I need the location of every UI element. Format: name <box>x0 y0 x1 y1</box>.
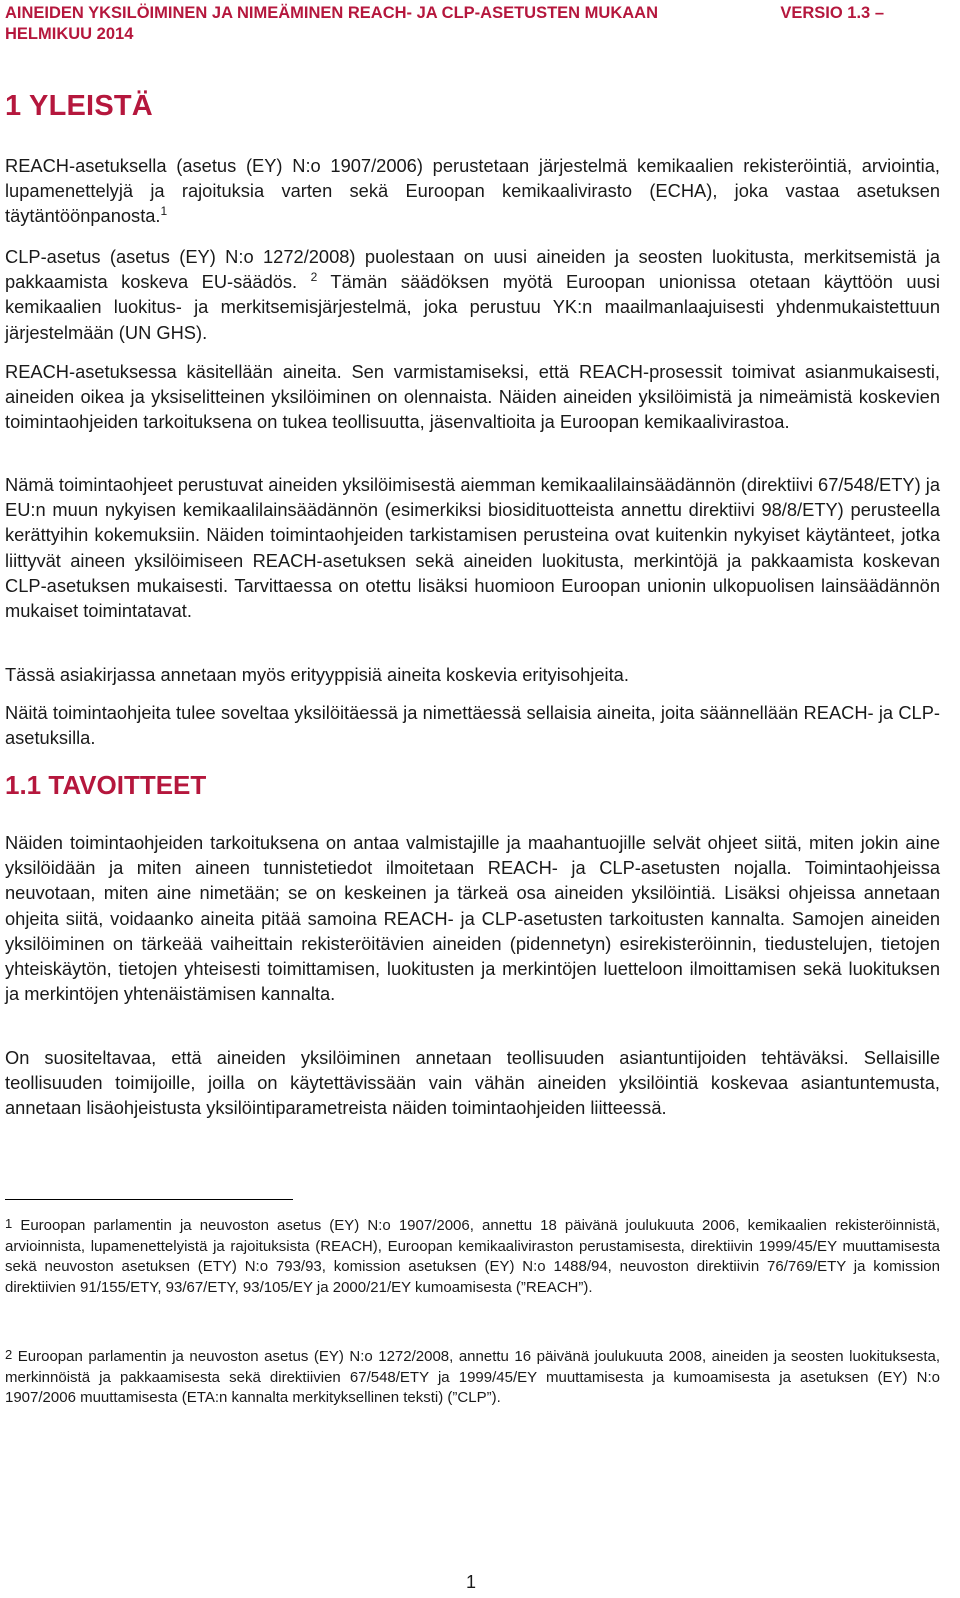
header-date: HELMIKUU 2014 <box>5 25 134 43</box>
footnote-number: 1 <box>5 1216 13 1231</box>
section-heading-yleista: 1 YLEISTÄ <box>5 90 153 122</box>
paragraph-objectives: Näiden toimintaohjeiden tarkoituksena on antaa valmistajille ja maahantuojille selvät ohjeet siitä, miten jokin aine yksilöidään ja miten aineen tunnistetiedot ilmoitetaan REACH- ja CLP-asetusten nojalla. Toimintaohjeissa neuvotaan, miten aine nimetään; se on keskeinen ja tärkeä osa aineiden yksilöintiä. Lisäksi ohjeissa annetaan ohjeita siitä, voidaanko aineita pitää samoina REACH- ja CLP-asetusten tarkoitusten kannalta. Samojen aineiden yksilöiminen on tärkeää vaiheittain rekisteröitävien aineiden (pidennetyn) esirekisteröinnin, tiedustelujen, tietojen yhteiskäytön, tietojen yhteisesti toimittamisen, luokitusten ja merkintöjen luetteloon ilmoittamisen sekä luokituksen ja merkintöjen yhtenäistämisen kannalta. <box>5 832 940 1005</box>
paragraph-basis: Nämä toimintaohjeet perustuvat aineiden yksilöimisestä aiemman kemikaalilainsäädännön (direktiivi 67/548/ETY) ja EU:n muun nykyisen kemikaalilainsäädännön (esimerkiksi biosidituotteista annettu direktiivi 98/8/ETY) perusteella kerättyihin kokemuksiin. Näiden toimintaohjeiden tarkistamisen perusteina ovat kuitenkin nykyiset käytänteet, jotka liittyvät aineen yksilöimiseen REACH-asetuksen sekä aineiden luokitusta, merkintöjä ja pakkaamista koskevan CLP-asetuksen mukaisesti. Tarvittaessa on otettu lisäksi huomioon Euroopan unionin ulkopuolisen lainsäädännön mukaiset toimintatavat. <box>5 474 940 622</box>
footnote-1 <box>5 1216 940 1298</box>
footnote-ref-1[interactable]: 1 <box>160 204 168 219</box>
paragraph-text: CLP-asetus (asetus (EY) N:o 1272/2008) puolestaan on uusi aineiden ja seosten luokitusta, merkitsemistä ja pakkaamista koskeva EU-säädös. <box>5 246 940 293</box>
footnote-ref-2[interactable]: 2 <box>310 270 318 285</box>
paragraph-clp-intro <box>5 244 940 345</box>
paragraph-application: Näitä toimintaohjeita tulee soveltaa yksilöitäessä ja nimettäessä sellaisia aineita, joita säännellään REACH- ja CLP-asetuksilla. <box>5 702 940 749</box>
paragraph-text: Tämän säädöksen myötä Euroopan unionissa otetaan käyttöön uusi kemikaalien luokitus- ja merkitsemisjärjestelmä, joka perustuu YK:n maailmanlaajuisesti yhdenmukaistettuun järjestelmään (UN GHS). <box>5 271 940 343</box>
section-heading-tavoitteet: 1.1 TAVOITTEET <box>5 770 207 800</box>
footnote-number: 2 <box>5 1347 13 1362</box>
page-number: 1 <box>466 1572 477 1592</box>
header-version: VERSIO 1.3 – <box>780 4 884 22</box>
footnote-divider <box>5 1199 293 1200</box>
footnote-2 <box>5 1347 940 1409</box>
paragraph-reach-substances: REACH-asetuksessa käsitellään aineita. Sen varmistamiseksi, että REACH-prosessit toimivat asianmukaisesti, aineiden oikea ja yksiselitteinen yksilöiminen on olennaista. Näiden aineiden yksilöimistä ja nimeämistä koskevien toimintaohjeiden tarkoituksena on tukea teollisuutta, jäsenvaltioita ja Euroopan kemikaalivirastoa. <box>5 361 940 433</box>
paragraph-text: REACH-asetuksella (asetus (EY) N:o 1907/2006) perustetaan järjestelmä kemikaalien rekisteröintiä, arviointia, lupamenettelyjä ja rajoituksia varten sekä Euroopan kemikaalivirasto (ECHA), joka vastaa asetuksen täytäntöönpanosta. <box>5 155 940 227</box>
running-header <box>5 3 940 45</box>
footnote-text: Euroopan parlamentin ja neuvoston asetus (EY) N:o 1907/2006, annettu 18 päivänä joulukuuta 2006, kemikaalien rekisteröinnistä, arvioinnista, lupamenettelyistä ja rajoituksista (REACH), Euroopan kemikaaliviraston perustamisesta, direktiivin 1999/45/EY muuttamisesta sekä neuvoston asetuksen (ETY) N:o 793/93, komission asetuksen (EY) N:o 1488/94, neuvoston direktiivin 76/769/ETY ja komission direktiivien 91/155/ETY, 93/67/ETY, 93/105/EY ja 2000/21/EY kumoamisesta (”REACH”). <box>5 1217 940 1296</box>
paragraph-recommendation: On suositeltavaa, että aineiden yksilöiminen annetaan teollisuuden asiantuntijoiden tehtäväksi. Sellaisille teollisuuden toimijoille, joilla on käytettävissään vain vähän aineiden yksilöintiä koskevaa asiantuntemusta, annetaan lisäohjeistusta yksilöintiparametreista näiden toimintaohjeiden liitteessä. <box>5 1047 940 1119</box>
paragraph-special-guidance: Tässä asiakirjassa annetaan myös erityyppisiä aineita koskevia erityisohjeita. <box>5 664 629 685</box>
footnote-text: Euroopan parlamentin ja neuvoston asetus (EY) N:o 1272/2008, annettu 16 päivänä joulukuuta 2008, aineiden ja seosten luokituksesta, merkinnöistä ja pakkaamisesta sekä direktiivien 67/548/ETY ja 1999/45/EY muuttamisesta ja kumoamisesta ja asetuksen (EY) N:o 1907/2006 muuttamisesta (ETA:n kannalta merkityksellinen teksti) (”CLP”). <box>5 1348 940 1407</box>
paragraph-reach-intro <box>5 153 940 229</box>
header-title: AINEIDEN YKSILÖIMINEN JA NIMEÄMINEN REACH- JA CLP-ASETUSTEN MUKAAN <box>5 4 659 22</box>
